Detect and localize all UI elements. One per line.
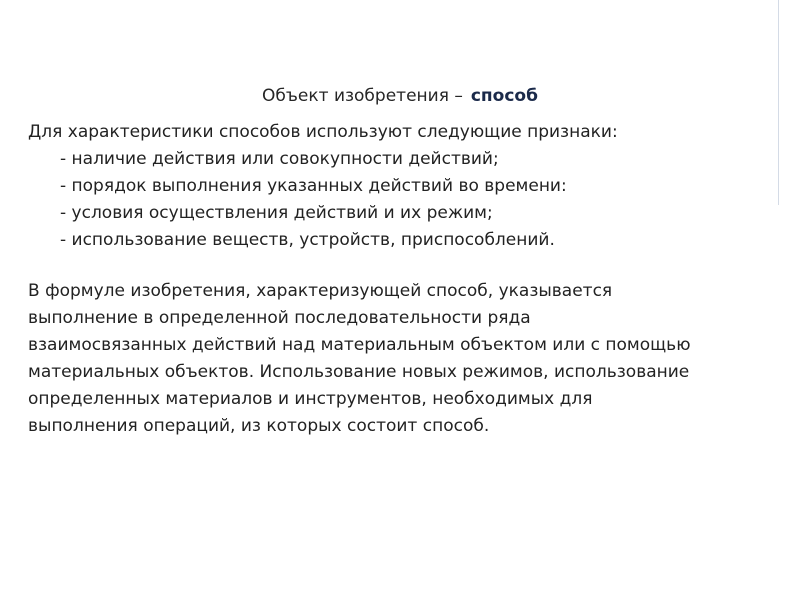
features-list <box>28 146 788 254</box>
slide-title-prefix: Объект изобретения – <box>262 86 463 106</box>
slide-title-emphasis: способ <box>470 86 538 106</box>
paragraph-line: материальных объектов. Использование новых режимов, использование <box>28 362 690 382</box>
feature-item: - наличие действия или совокупности действий; <box>60 149 499 169</box>
feature-item: - порядок выполнения указанных действий во времени: <box>60 176 567 196</box>
paragraph-line: взаимосвязанных действий над материальным объектом или с помощью <box>28 335 691 355</box>
slide-body <box>28 119 788 440</box>
paragraph-line: определенных материалов и инструментов, необходимых для <box>28 389 593 409</box>
feature-item: - условия осуществления действий и их режим; <box>60 203 493 223</box>
formula-paragraph <box>28 278 788 440</box>
paragraph-line: выполнения операций, из которых состоит способ. <box>28 416 490 436</box>
feature-item: - использование веществ, устройств, приспособлений. <box>60 230 555 250</box>
slide-title <box>0 84 800 108</box>
features-intro: Для характеристики способов используют следующие признаки: <box>28 122 618 142</box>
paragraph-line: выполнение в определенной последовательности ряда <box>28 308 531 328</box>
paragraph-line: В формуле изобретения, характеризующей способ, указывается <box>28 281 613 301</box>
